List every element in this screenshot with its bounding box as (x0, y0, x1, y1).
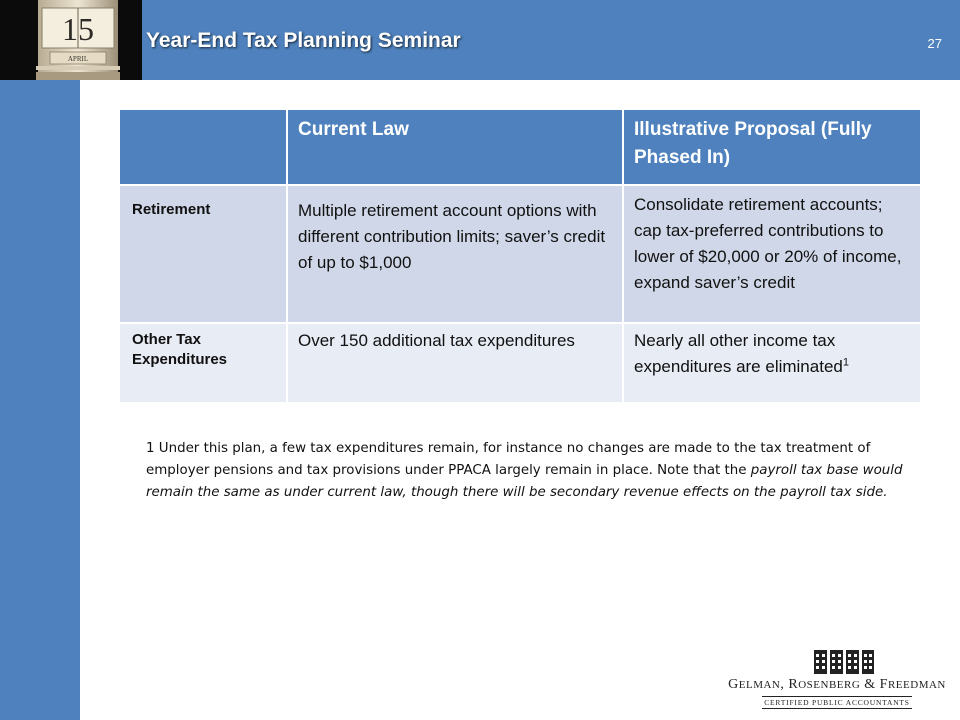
left-accent-bar (0, 80, 80, 720)
table-row (120, 186, 920, 324)
firm-name-part: & F (860, 677, 888, 692)
firm-name-part: REEDMAN (887, 679, 946, 691)
table-header-current-law: Current Law (288, 110, 624, 186)
footnote-marker: 1 (842, 356, 849, 369)
firm-logo-mark (814, 648, 874, 676)
footnote (146, 438, 906, 504)
table-row (120, 324, 920, 404)
row-current-law: Multiple retirement account options with different contribution limits; saver’s credit of up to $1,000 (288, 186, 624, 324)
comparison-table (120, 110, 920, 404)
firm-subtitle: CERTIFIED PUBLIC ACCOUNTANTS (762, 696, 912, 709)
firm-name (722, 677, 952, 693)
table-header-blank (120, 110, 288, 186)
row-proposal: Consolidate retirement accounts; cap tax-preferred contributions to lower of $20,000 or 20% of income, expand saver’s credit (624, 186, 920, 324)
firm-name-part: , R (780, 677, 799, 692)
firm-logo (722, 648, 952, 710)
row-category: Retirement (120, 186, 288, 324)
firm-name-part: G (728, 677, 739, 692)
firm-name-part: OSENBERG (798, 679, 861, 691)
slide-title: Year-End Tax Planning Seminar (146, 29, 461, 52)
footnote-italic-text: payroll tax base would remain the same as under current law, though there will be secondary revenue effects on the payroll tax side. (146, 463, 903, 500)
row-category: Other Tax Expenditures (120, 324, 288, 404)
row-proposal (624, 324, 920, 404)
calendar-day: 15 (62, 11, 94, 47)
header-bar (0, 0, 960, 80)
row-current-law: Over 150 additional tax expenditures (288, 324, 624, 404)
row-proposal-text: Nearly all other income tax expenditures are eliminated (634, 331, 843, 376)
calendar-illustration (0, 0, 142, 80)
calendar-photo (0, 0, 142, 80)
table-header-proposal: Illustrative Proposal (Fully Phased In) (624, 110, 920, 186)
page-number: 27 (927, 36, 942, 51)
firm-name-part: ELMAN (738, 679, 781, 691)
table-header-row (120, 110, 920, 186)
calendar-month: APRIL (67, 55, 89, 63)
footnote-text: 1 Under this plan, a few tax expenditures remain, for instance no changes are made to the tax treatment of employer pensions and tax provisions under PPACA largely remain in place. Note that the (146, 441, 871, 478)
